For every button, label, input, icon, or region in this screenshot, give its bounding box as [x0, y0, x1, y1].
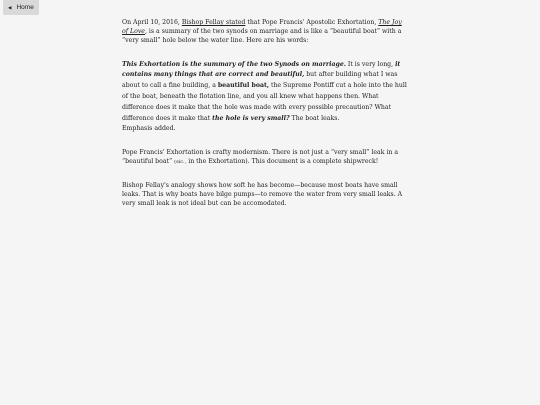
conclusion-paragraph: Bishop Fellay's analogy shows how soft he has become—because most boats have small leaks. That is why boats have bilge pumps—to remove the water from very small leaks. A very small leak is not ideal but can be accomodated. [122, 182, 403, 208]
article-body [122, 18, 408, 209]
block-quote [122, 60, 408, 125]
bishop-fellay-stated-link[interactable]: Bishop Fellay stated [181, 19, 246, 26]
intro-paragraph [122, 18, 408, 46]
home-button-label: Home [16, 4, 34, 11]
intro-text-1: On April 10, 2016, [122, 19, 182, 26]
home-button[interactable] [3, 0, 39, 15]
quote-emph-2: it contains many things that are correct and beautiful, [122, 60, 401, 79]
intro-text-2: that Pope Francis' Apostolic Exhortation, [245, 19, 379, 26]
quote-text-4: The boat leaks. [289, 114, 340, 122]
quote-emph-3: beautiful boat, [217, 82, 269, 90]
sic-note: (sic., [174, 158, 187, 165]
quote-text-2: but after building what I was about to call a fine building, a [122, 71, 398, 90]
quote-emph-4: the hole is very small? [212, 114, 290, 122]
commentary-text-1: Pope Francis' Exhortation is crafty modernism. There is not just a “very small” leak in a “beautiful boat” [122, 148, 399, 165]
joy-of-love-link[interactable]: The Joy of Love [122, 19, 402, 36]
commentary-paragraph [122, 148, 408, 167]
triangle-left-icon: ◀ [8, 4, 12, 10]
commentary-text-2: in the Exhortation). This document is a complete shipwreck! [186, 157, 379, 165]
quote-emph-1: This Exhortation is the summary of the two Synods on marriage. [122, 60, 346, 68]
quote-text-3: the Supreme Pontiff cut a hole into the hull of the boat, beneath the flotation line, and you all knew what happens then. What difference does it make that the hole was made with every possible precaution? What difference does it make that [122, 82, 407, 122]
emphasis-note: Emphasis added. [122, 125, 176, 133]
intro-text-3: , is a summary of the two synods on marriage and is like a “beautiful boat” with a “very small” hole below the water line. Here are his words: [122, 28, 402, 45]
quote-text-1: It is very long, [345, 60, 396, 68]
